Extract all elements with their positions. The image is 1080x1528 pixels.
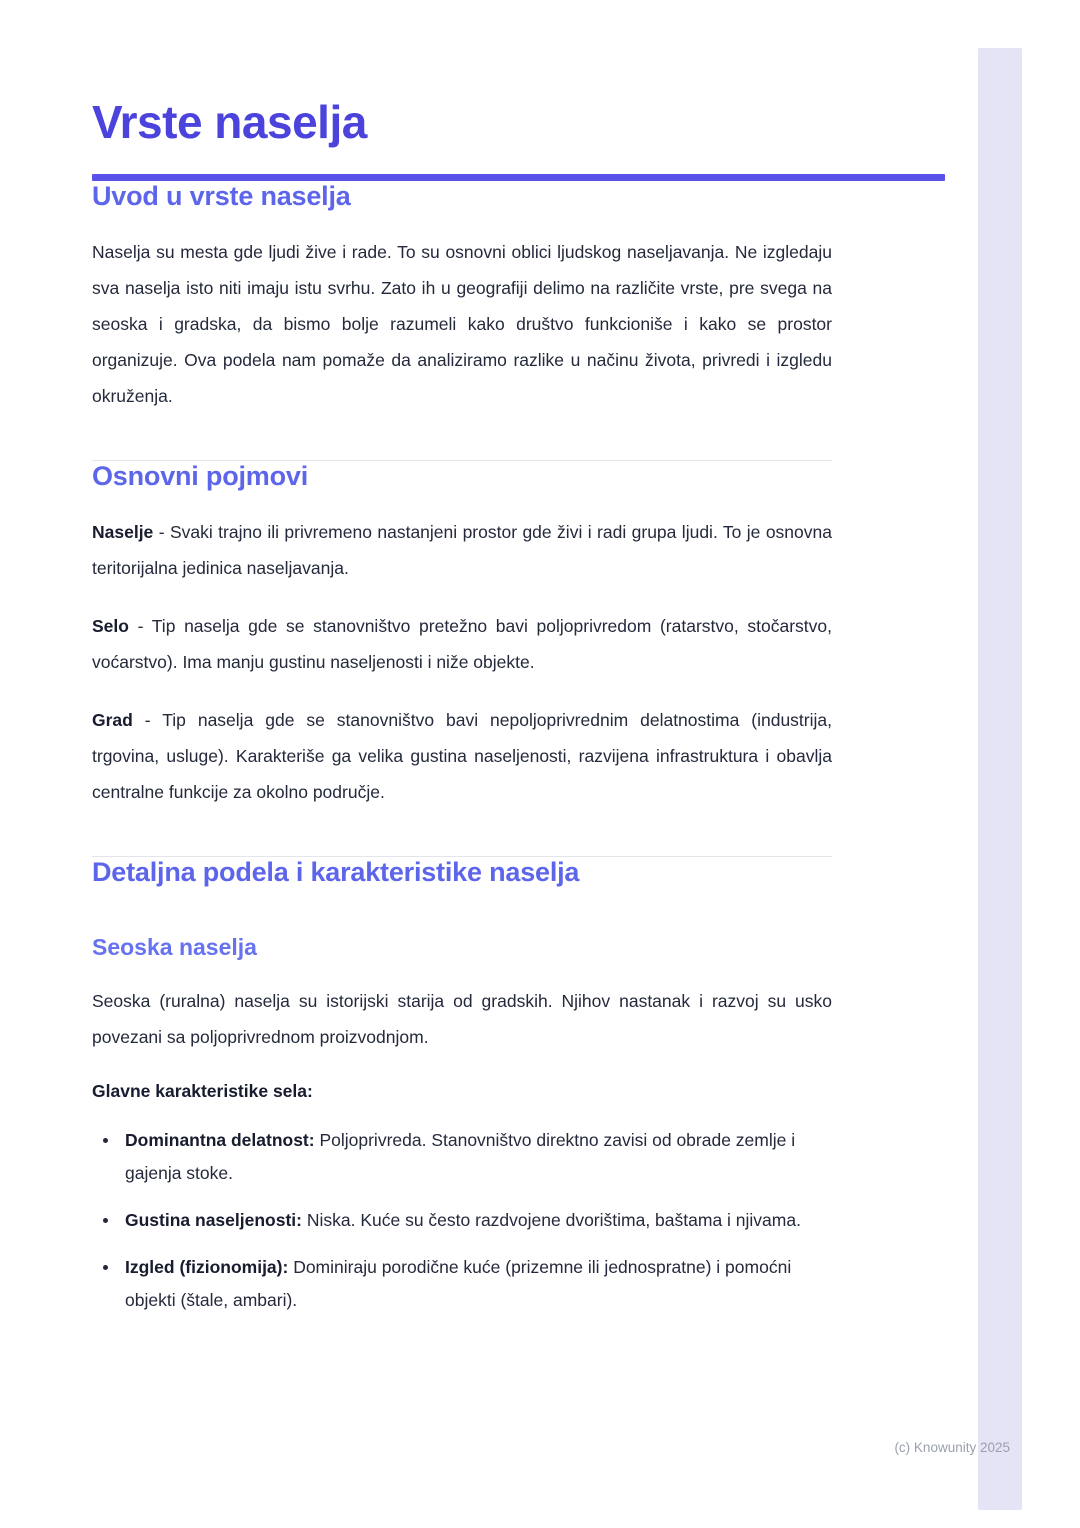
bullet-text: Niska. Kuće su često razdvojene dvorištima, baštama i njivama. — [301, 1209, 801, 1230]
intro-paragraph: Naselja su mesta gde ljudi žive i rade. To su osnovni oblici ljudskog naseljavanja. Ne izgledaju sva naselja isto niti imaju istu svrhu. Zato ih u geografiji delimo na različite vrste, pre svega na seoska i gradska, da bismo bolje razumeli kako društvo funkcioniše i kako se prostor organizuje. Ova podela nam pomaže da analiziramo razlike u načinu života, privredi i izgledu okruženja. — [92, 241, 832, 406]
section-heading-intro: Uvod u vrste naselja — [92, 180, 351, 211]
bullet-content — [125, 1210, 801, 1230]
subsection-heading-seoska-naselja: Seoska naselja — [92, 933, 257, 960]
term-label: Naselje — [92, 521, 154, 542]
term-definition: - Tip naselja gde se stanovništvo pretežno bavi poljoprivredom (ratarstvo, stočarstvo, voćarstvo). Ima manju gustinu naseljenosti i niže objekte. — [92, 615, 832, 672]
details-paragraph: Seoska (ruralna) naselja su istorijski starija od gradskih. Njihov nastanak i razvoj su usko povezani sa poljoprivrednom proizvodnjom. — [92, 990, 832, 1047]
characteristics-list — [92, 1124, 832, 1317]
document-content — [92, 0, 832, 1331]
term-paragraph-grad — [92, 702, 832, 810]
term-paragraph-selo — [92, 608, 832, 680]
bullet-label: Dominantna delatnost: — [125, 1129, 315, 1150]
list-item — [92, 1124, 825, 1190]
term-label: Selo — [92, 615, 129, 636]
list-item — [92, 1251, 825, 1317]
bullet-dot-icon — [103, 1218, 108, 1223]
list-lead: Glavne karakteristike sela: — [92, 1080, 313, 1101]
list-item — [92, 1204, 825, 1237]
page-title: Vrste naselja — [92, 96, 367, 148]
section-heading-concepts: Osnovni pojmovi — [92, 460, 309, 491]
bullet-label: Gustina naseljenosti: — [125, 1209, 302, 1230]
copyright-note: (c) Knowunity 2025 — [894, 1440, 1010, 1455]
term-definition: - Svaki trajno ili privremeno nastanjeni prostor gde živi i radi grupa ljudi. To je osnovna teritorijalna jedinica naseljavanja. — [92, 521, 832, 578]
side-strip-decoration — [978, 48, 1022, 1510]
title-rule — [92, 174, 945, 181]
bullet-content — [125, 1130, 795, 1183]
bullet-text: Poljoprivreda. Stanovništvo direktno zavisi od obrade zemlje i gajenja stoke. — [125, 1129, 796, 1183]
term-paragraph-naselje — [92, 514, 832, 586]
bullet-label: Izgled (fizionomija): — [125, 1256, 289, 1277]
bullet-dot-icon — [103, 1138, 108, 1143]
bullet-dot-icon — [103, 1265, 108, 1270]
term-label: Grad — [92, 709, 133, 730]
bullet-text: Dominiraju porodične kuće (prizemne ili jednospratne) i pomoćni objekti (štale, ambari). — [125, 1256, 792, 1310]
term-definition: - Tip naselja gde se stanovništvo bavi nepoljoprivrednim delatnostima (industrija, trgovina, usluge). Karakteriše ga velika gustina naseljenosti, razvijena infrastruktura i obavlja centralne funkcije za okolno područje. — [92, 709, 832, 802]
section-heading-details: Detaljna podela i karakteristike naselja — [92, 856, 580, 887]
bullet-content — [125, 1257, 791, 1310]
